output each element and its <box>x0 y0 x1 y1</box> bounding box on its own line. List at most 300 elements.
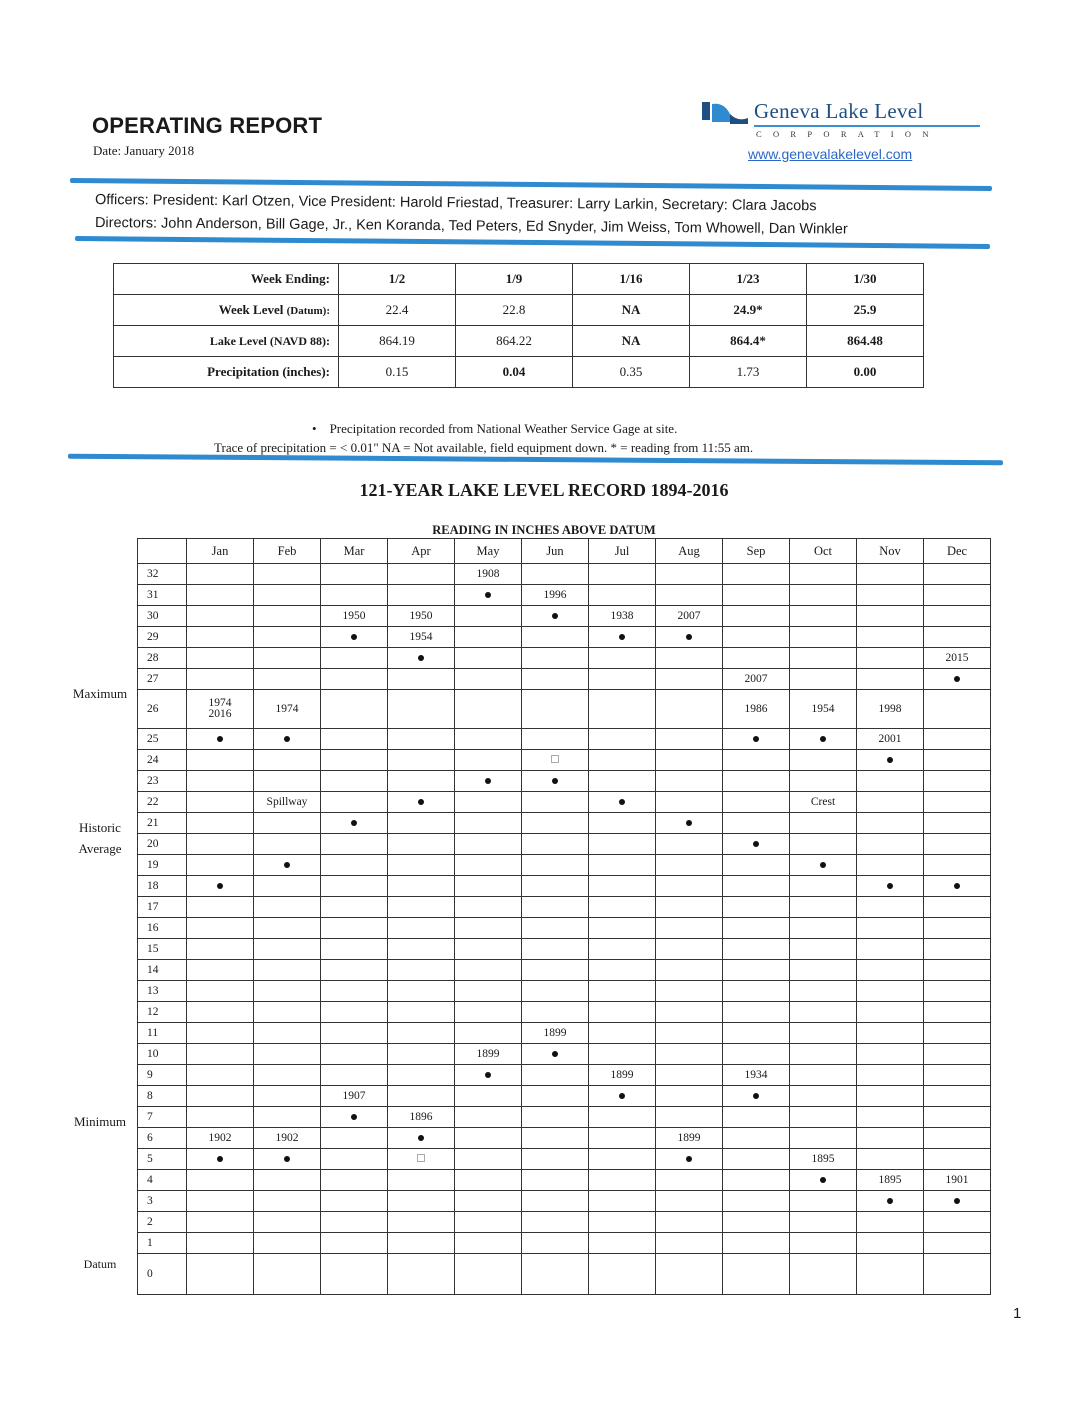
record-cell <box>522 981 589 1002</box>
record-cell <box>254 1254 321 1295</box>
record-cell <box>589 876 656 897</box>
record-cell: 1899 <box>589 1065 656 1086</box>
record-cell <box>388 939 455 960</box>
record-cell <box>924 792 991 813</box>
record-cell <box>388 876 455 897</box>
record-cell <box>723 771 790 792</box>
record-cell <box>723 627 790 648</box>
officers-line: Officers: President: Karl Otzen, Vice President: Harold Friestad, Treasurer: Larry Larkin, Secretary: Clara Jacobs <box>94 192 817 215</box>
record-cell <box>857 1002 924 1023</box>
record-cell <box>455 1023 522 1044</box>
record-cell <box>522 690 589 729</box>
record-cell <box>723 1128 790 1149</box>
grid-row <box>138 1023 991 1044</box>
grid-row <box>138 690 991 729</box>
record-cell <box>656 1233 723 1254</box>
record-cell <box>656 876 723 897</box>
record-cell <box>589 1044 656 1065</box>
record-cell <box>723 750 790 771</box>
record-cell <box>857 771 924 792</box>
record-cell <box>254 834 321 855</box>
record-cell <box>790 627 857 648</box>
table-cell: 22.8 <box>456 295 573 326</box>
level-label: 0 <box>138 1254 187 1295</box>
level-label: 21 <box>138 813 187 834</box>
row-header-label: Week Level <box>218 302 284 317</box>
level-label: 22 <box>138 792 187 813</box>
record-cell <box>656 1212 723 1233</box>
record-cell <box>790 876 857 897</box>
record-cell <box>321 939 388 960</box>
table-row <box>114 326 924 357</box>
record-cell <box>321 813 388 834</box>
record-cell <box>656 1191 723 1212</box>
record-cell <box>723 897 790 918</box>
record-cell <box>723 855 790 876</box>
record-cell <box>522 1086 589 1107</box>
company-logo <box>700 98 990 168</box>
record-cell <box>321 1002 388 1023</box>
table-cell: 0.35 <box>573 357 690 388</box>
record-dot-icon <box>686 634 692 640</box>
record-cell <box>388 1170 455 1191</box>
record-dot-icon <box>351 820 357 826</box>
record-cell <box>388 1191 455 1212</box>
record-cell: 1902 <box>187 1128 254 1149</box>
record-cell <box>455 627 522 648</box>
table-cell: 1/9 <box>456 264 573 295</box>
record-dot-icon <box>485 1072 491 1078</box>
record-cell <box>857 813 924 834</box>
record-cell <box>924 1086 991 1107</box>
record-cell <box>790 1191 857 1212</box>
minimum-label: Minimum <box>73 1114 126 1129</box>
record-cell: 1902 <box>254 1128 321 1149</box>
table-cell: 1/2 <box>339 264 456 295</box>
level-label: 6 <box>138 1128 187 1149</box>
record-cell: 1901 <box>924 1170 991 1191</box>
record-cell <box>455 1128 522 1149</box>
record-cell <box>656 771 723 792</box>
grid-row <box>138 876 991 897</box>
record-cell <box>790 564 857 585</box>
record-cell <box>187 813 254 834</box>
record-cell <box>388 1044 455 1065</box>
record-cell <box>857 1023 924 1044</box>
record-cell <box>455 1086 522 1107</box>
record-cell <box>857 606 924 627</box>
record-cell <box>388 1149 455 1170</box>
record-cell <box>187 1023 254 1044</box>
record-cell <box>388 1023 455 1044</box>
record-cell <box>656 648 723 669</box>
record-cell <box>589 813 656 834</box>
divider-rule <box>70 178 992 191</box>
record-dot-icon <box>552 778 558 784</box>
table-cell: 0.04 <box>456 357 573 388</box>
record-cell <box>924 729 991 750</box>
record-cell <box>388 981 455 1002</box>
record-cell <box>857 1128 924 1149</box>
record-cell <box>455 1212 522 1233</box>
record-cell <box>455 1149 522 1170</box>
month-header: Sep <box>723 539 790 564</box>
record-cell <box>656 855 723 876</box>
record-cell <box>522 1170 589 1191</box>
record-cell <box>656 1149 723 1170</box>
record-cell <box>924 564 991 585</box>
record-cell <box>254 1107 321 1128</box>
record-cell <box>321 1254 388 1295</box>
record-cell <box>522 813 589 834</box>
record-cell <box>254 1002 321 1023</box>
record-cell <box>589 1170 656 1191</box>
record-cell <box>321 960 388 981</box>
record-cell <box>388 1233 455 1254</box>
record-cell: 2007 <box>723 669 790 690</box>
record-dot-icon <box>753 1093 759 1099</box>
record-cell <box>857 981 924 1002</box>
record-cell <box>857 918 924 939</box>
record-dot-icon <box>686 1156 692 1162</box>
logo-text: Geneva Lake Level <box>754 99 924 123</box>
record-cell <box>924 1191 991 1212</box>
directors-line: Directors: John Anderson, Bill Gage, Jr., Ken Koranda, Ted Peters, Ed Snyder, Jim Weiss, Tom Whowell, Dan Winkler <box>94 215 848 238</box>
record-cell <box>723 1254 790 1295</box>
record-dot-icon <box>351 634 357 640</box>
record-cell <box>857 876 924 897</box>
record-cell <box>589 564 656 585</box>
divider-rule <box>75 236 990 249</box>
level-label: 12 <box>138 1002 187 1023</box>
record-cell <box>455 1254 522 1295</box>
record-cell <box>924 690 991 729</box>
record-cell <box>455 1191 522 1212</box>
grid-row <box>138 1044 991 1065</box>
record-cell <box>388 1086 455 1107</box>
record-cell <box>254 939 321 960</box>
record-cell <box>522 1002 589 1023</box>
level-label: 2 <box>138 1212 187 1233</box>
record-cell: 2007 <box>656 606 723 627</box>
record-dot-icon <box>820 1177 826 1183</box>
record-cell <box>321 648 388 669</box>
record-cell <box>723 834 790 855</box>
record-cell <box>790 1233 857 1254</box>
record-cell <box>589 1107 656 1128</box>
record-cell: 1996 <box>522 585 589 606</box>
record-cell <box>723 1002 790 1023</box>
grid-row <box>138 855 991 876</box>
record-cell <box>723 648 790 669</box>
level-label: 15 <box>138 939 187 960</box>
table-row <box>114 357 924 388</box>
record-cell <box>656 939 723 960</box>
row-header: Precipitation (inches): <box>114 357 339 388</box>
record-cell <box>723 1191 790 1212</box>
page-number: 1 <box>1013 1305 1022 1322</box>
record-cell <box>187 939 254 960</box>
grid-row <box>138 813 991 834</box>
record-cell <box>254 1191 321 1212</box>
record-cell <box>455 918 522 939</box>
record-cell <box>723 1149 790 1170</box>
record-dot-icon <box>284 736 290 742</box>
record-cell <box>187 1233 254 1254</box>
month-header: Aug <box>656 539 723 564</box>
record-dot-icon <box>820 736 826 742</box>
record-cell <box>187 918 254 939</box>
level-label: 25 <box>138 729 187 750</box>
record-dot-icon <box>619 634 625 640</box>
record-cell <box>656 1002 723 1023</box>
record-cell <box>522 834 589 855</box>
table-cell: 864.19 <box>339 326 456 357</box>
logo-subtitle: CORPORATION <box>756 129 940 139</box>
record-cell <box>857 960 924 981</box>
table-cell: 25.9 <box>807 295 924 326</box>
record-cell <box>522 1191 589 1212</box>
record-cell <box>857 669 924 690</box>
record-cell <box>790 606 857 627</box>
level-label: 31 <box>138 585 187 606</box>
row-header: Week Ending: <box>114 264 339 295</box>
record-cell <box>187 1212 254 1233</box>
record-cell <box>790 669 857 690</box>
record-cell <box>388 1065 455 1086</box>
record-cell <box>321 690 388 729</box>
record-cell <box>254 564 321 585</box>
record-cell <box>790 918 857 939</box>
record-cell <box>321 981 388 1002</box>
month-header: Jul <box>589 539 656 564</box>
record-cell <box>321 669 388 690</box>
record-cell <box>790 813 857 834</box>
record-cell <box>790 834 857 855</box>
table-cell: 864.48 <box>807 326 924 357</box>
record-dot-icon <box>552 613 558 619</box>
record-cell <box>455 876 522 897</box>
record-cell <box>388 855 455 876</box>
record-cell <box>522 648 589 669</box>
record-cell <box>254 1065 321 1086</box>
record-cell <box>455 771 522 792</box>
record-cell <box>924 606 991 627</box>
record-cell <box>723 1086 790 1107</box>
table-row <box>114 295 924 326</box>
grid-row <box>138 897 991 918</box>
month-header: Jun <box>522 539 589 564</box>
website-link[interactable]: www.genevalakelevel.com <box>748 146 913 162</box>
record-cell <box>723 1212 790 1233</box>
record-cell <box>455 792 522 813</box>
level-label: 3 <box>138 1191 187 1212</box>
record-cell <box>388 1002 455 1023</box>
record-cell <box>455 1233 522 1254</box>
record-cell: 1899 <box>522 1023 589 1044</box>
record-cell <box>589 1002 656 1023</box>
record-cell <box>656 1044 723 1065</box>
record-cell <box>656 918 723 939</box>
record-cell <box>187 606 254 627</box>
record-cell <box>790 1107 857 1128</box>
record-cell <box>589 627 656 648</box>
record-cell <box>857 564 924 585</box>
level-label: 27 <box>138 669 187 690</box>
record-cell <box>254 855 321 876</box>
record-cell <box>790 585 857 606</box>
record-cell <box>723 876 790 897</box>
record-cell <box>924 1149 991 1170</box>
grid-row <box>138 918 991 939</box>
record-cell: 1899 <box>455 1044 522 1065</box>
record-cell <box>589 669 656 690</box>
record-cell <box>254 960 321 981</box>
record-cell <box>187 876 254 897</box>
record-cell <box>924 1044 991 1065</box>
record-cell <box>187 1065 254 1086</box>
record-cell <box>656 813 723 834</box>
record-dot-icon <box>753 736 759 742</box>
record-cell <box>924 813 991 834</box>
record-cell <box>656 690 723 729</box>
record-cell <box>924 939 991 960</box>
record-cell <box>522 1254 589 1295</box>
record-cell <box>589 918 656 939</box>
record-cell <box>321 1212 388 1233</box>
record-cell <box>656 585 723 606</box>
record-cell <box>924 981 991 1002</box>
record-cell <box>388 1212 455 1233</box>
table-cell: NA <box>573 326 690 357</box>
record-dot-icon <box>954 676 960 682</box>
record-cell <box>455 855 522 876</box>
record-cell <box>522 918 589 939</box>
record-dot-icon <box>954 883 960 889</box>
level-label: 17 <box>138 897 187 918</box>
record-cell <box>723 981 790 1002</box>
record-cell <box>321 1065 388 1086</box>
record-cell <box>254 1044 321 1065</box>
record-cell <box>589 1191 656 1212</box>
record-cell <box>790 750 857 771</box>
level-label: 13 <box>138 981 187 1002</box>
record-cell: 1934 <box>723 1065 790 1086</box>
historic-label: Historic <box>79 820 121 835</box>
record-dot-icon <box>619 799 625 805</box>
record-cell <box>522 750 589 771</box>
record-cell <box>723 1023 790 1044</box>
record-cell <box>857 1254 924 1295</box>
record-cell <box>924 918 991 939</box>
grid-row <box>138 960 991 981</box>
record-cell <box>589 648 656 669</box>
record-cell <box>924 876 991 897</box>
record-cell <box>656 729 723 750</box>
record-cell <box>790 1002 857 1023</box>
logo-rule <box>754 125 980 127</box>
grid-row <box>138 1086 991 1107</box>
record-cell <box>187 585 254 606</box>
grid-row <box>138 1065 991 1086</box>
record-cell <box>857 855 924 876</box>
table-cell: 1.73 <box>690 357 807 388</box>
record-cell <box>589 1149 656 1170</box>
grid-row <box>138 750 991 771</box>
record-cell <box>589 1086 656 1107</box>
record-cell <box>321 792 388 813</box>
record-cell <box>187 1086 254 1107</box>
record-cell <box>254 627 321 648</box>
table-cell: 864.22 <box>456 326 573 357</box>
grid-row <box>138 1128 991 1149</box>
record-cell <box>187 1002 254 1023</box>
record-cell <box>589 855 656 876</box>
record-cell <box>656 750 723 771</box>
record-dot-icon <box>284 862 290 868</box>
record-dot-icon <box>820 862 826 868</box>
level-label: 30 <box>138 606 187 627</box>
record-cell <box>589 585 656 606</box>
record-dot-icon <box>485 778 491 784</box>
record-cell <box>321 729 388 750</box>
record-cell <box>656 1023 723 1044</box>
month-header: May <box>455 539 522 564</box>
level-label: 5 <box>138 1149 187 1170</box>
record-cell <box>790 960 857 981</box>
record-cell <box>723 1044 790 1065</box>
month-header: Apr <box>388 539 455 564</box>
level-label: 18 <box>138 876 187 897</box>
record-cell <box>723 564 790 585</box>
record-cell <box>522 1233 589 1254</box>
record-title: 121-YEAR LAKE LEVEL RECORD 1894-2016 <box>359 480 729 500</box>
row-header: Lake Level (NAVD 88): <box>114 326 339 357</box>
record-cell <box>656 627 723 648</box>
month-header: Nov <box>857 539 924 564</box>
record-cell <box>723 939 790 960</box>
record-cell <box>455 648 522 669</box>
record-cell <box>522 897 589 918</box>
table-cell: 1/30 <box>807 264 924 295</box>
record-cell <box>656 1107 723 1128</box>
record-cell <box>924 960 991 981</box>
record-cell <box>254 918 321 939</box>
record-cell <box>924 750 991 771</box>
month-header: Feb <box>254 539 321 564</box>
record-cell <box>790 939 857 960</box>
record-year: 1974 <box>208 697 232 709</box>
level-label: 1 <box>138 1233 187 1254</box>
record-cell: 1908 <box>455 564 522 585</box>
report-date: Date: January 2018 <box>93 143 195 158</box>
note-line-1 <box>312 421 677 437</box>
record-cell <box>924 834 991 855</box>
record-cell: 1998 <box>857 690 924 729</box>
average-label: Average <box>78 841 122 856</box>
record-cell <box>924 1107 991 1128</box>
grid-row <box>138 981 991 1002</box>
record-cell <box>924 771 991 792</box>
record-cell <box>522 606 589 627</box>
record-cell <box>455 585 522 606</box>
record-cell <box>187 750 254 771</box>
record-cell <box>857 585 924 606</box>
record-cell <box>857 834 924 855</box>
grid-row <box>138 1191 991 1212</box>
record-cell <box>187 855 254 876</box>
record-cell <box>455 960 522 981</box>
